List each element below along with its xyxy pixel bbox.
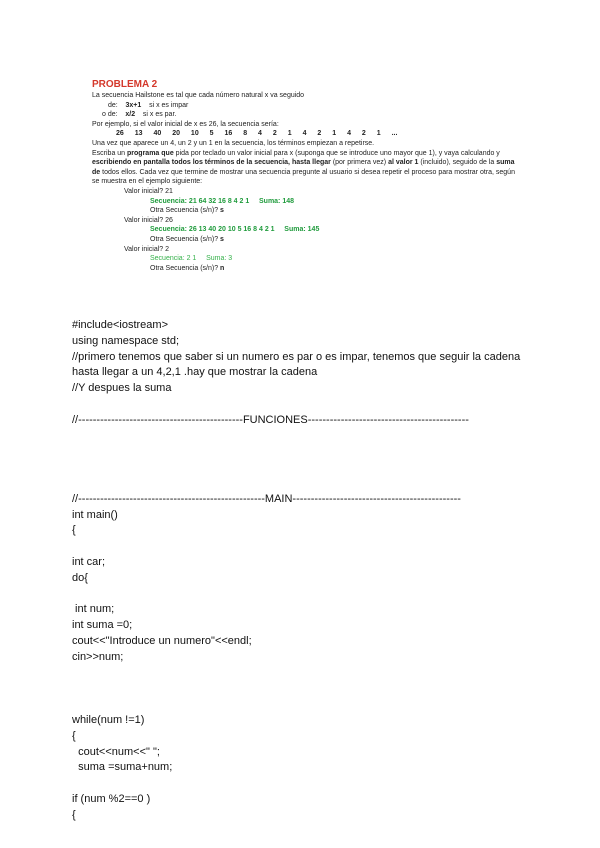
sample-prompt: Valor inicial? 21: [124, 187, 173, 195]
repeat-text: Una vez que aparece un 4, un 2 y un 1 en la secuencia, los términos empiezan a repetirse.: [92, 139, 375, 147]
sample-seq-label: Secuencia:: [150, 255, 185, 263]
sample-sum-value: 148: [282, 197, 295, 205]
sample-again: Otra Secuencia (s/n)?: [150, 264, 219, 272]
problem-intro: La secuencia Hailstone es tal que cada número natural x va seguido: [92, 92, 305, 99]
code-line: cout<<"Introduce un numero"<<endl;: [72, 634, 252, 647]
task-paragraph: [92, 149, 522, 187]
code-line: #include<iostream>: [72, 319, 169, 331]
code-line: suma =suma+num;: [72, 761, 173, 774]
code-listing: [72, 318, 542, 824]
code-line: [72, 681, 542, 697]
rule-even-expr: x/2: [125, 111, 136, 119]
code-line: cin>>num;: [72, 650, 124, 663]
rule-even: [92, 110, 522, 120]
sample-answer: s: [220, 235, 224, 243]
rule-odd-prefix: de:: [108, 101, 118, 109]
code-line: [72, 539, 542, 555]
code-line: [72, 666, 542, 682]
task-bold-2: escribiendo en pantalla todos los términos de la secuencia, hasta llegar: [92, 159, 331, 167]
sample-seq-label: Secuencia:: [150, 197, 187, 205]
task-text-4: (incluido), seguido de la: [420, 159, 495, 167]
code-line: [72, 444, 542, 460]
code-comment: //Y despues la suma: [72, 382, 172, 395]
code-line: [72, 587, 542, 603]
sample-seq-values: 2 1: [186, 255, 197, 263]
sample-sum-value: 3: [228, 255, 233, 263]
problem-statement-image: [92, 78, 522, 273]
sample-sum-label: Suma:: [259, 197, 281, 205]
code-line: int suma =0;: [72, 619, 133, 632]
code-line: [72, 697, 542, 713]
task-bold-1: programa que: [127, 149, 174, 157]
code-line: {: [72, 524, 76, 537]
sample-sequence-line: [92, 225, 522, 235]
example-sequence: 26 13 40 20 10 5 16 8 4 2 1 4 2 1 4 2 1 ...: [116, 130, 398, 138]
rule-even-prefix: o de:: [102, 111, 118, 119]
sample-sum-label: Suma:: [284, 226, 306, 234]
task-text-2: pida por teclado un valor inicial para x (suponga que se introduce uno mayor que 1), y vaya calculando y: [175, 149, 500, 157]
sample-answer: s: [220, 207, 224, 215]
sample-again: Otra Secuencia (s/n)?: [150, 235, 219, 243]
sample-seq-label: Secuencia:: [150, 226, 187, 234]
rule-odd-expr: 3x+1: [125, 101, 142, 109]
code-line: [72, 476, 542, 492]
sample-again: Otra Secuencia (s/n)?: [150, 207, 219, 215]
section-divider-main: //---------------------------------------------------MAIN----------------------------------------------: [72, 492, 461, 505]
sample-prompt: Valor inicial? 26: [124, 216, 173, 224]
sample-again-line: [92, 264, 522, 274]
section-divider-funciones: //---------------------------------------------FUNCIONES--------------------------------------------: [72, 413, 469, 426]
code-line: [72, 397, 542, 413]
code-line: int car;: [72, 555, 106, 568]
sample-seq-values: 21 64 32 16 8 4 2 1: [188, 197, 250, 205]
code-line: cout<<num<<" ";: [72, 745, 160, 758]
code-line: int main(): [72, 508, 118, 521]
sample-sequence-line: [92, 197, 522, 207]
example-text: Por ejemplo, si el valor inicial de x es 26, la secuencia sería:: [92, 120, 279, 128]
sample-again-line: [92, 206, 522, 216]
sample-again-line: [92, 235, 522, 245]
code-line: {: [72, 729, 76, 742]
code-line: using namespace std;: [72, 334, 180, 347]
code-line: while(num !=1): [72, 713, 145, 726]
sample-run-2: [92, 216, 522, 245]
sample-prompt: Valor inicial? 2: [124, 245, 170, 253]
task-bold-4: suma de: [92, 159, 515, 176]
code-line: do{: [72, 571, 88, 584]
code-line: [72, 776, 542, 792]
sample-sum-label: Suma:: [206, 255, 227, 263]
sample-seq-values: 26 13 40 20 10 5 16 8 4 2 1: [188, 226, 275, 234]
task-bold-3: al valor 1: [388, 159, 419, 167]
code-line: [72, 429, 542, 445]
rule-odd: [92, 101, 522, 111]
task-text-3: (por primera vez): [332, 159, 387, 167]
code-line: if (num %2==0 ): [72, 792, 151, 805]
task-text-1: Escriba un: [92, 149, 126, 157]
code-line: [72, 460, 542, 476]
sample-sequence-line: [92, 254, 522, 264]
sample-sum-value: 145: [307, 226, 320, 234]
code-comment: //primero tenemos que saber si un numero es par o es impar, tenemos que seguir la cadena hasta llegar a un 4,2,1 .hay que mostrar la cadena: [72, 350, 521, 379]
sample-run-3: [92, 245, 522, 274]
problem-title: PROBLEMA 2: [92, 79, 158, 90]
task-text-5: todos ellos. Cada vez que termine de mostrar una secuencia pregunte al usuario si desea repetir el proceso para mostrar otra, según se muestra en el ejemplo siguiente:: [92, 168, 515, 186]
rule-even-cond: si x es par.: [142, 111, 177, 119]
sample-answer: n: [220, 264, 225, 272]
sample-run-1: [92, 187, 522, 216]
rule-odd-cond: si x es impar: [149, 101, 189, 109]
code-line: {: [72, 808, 76, 821]
code-line: int num;: [72, 603, 115, 616]
